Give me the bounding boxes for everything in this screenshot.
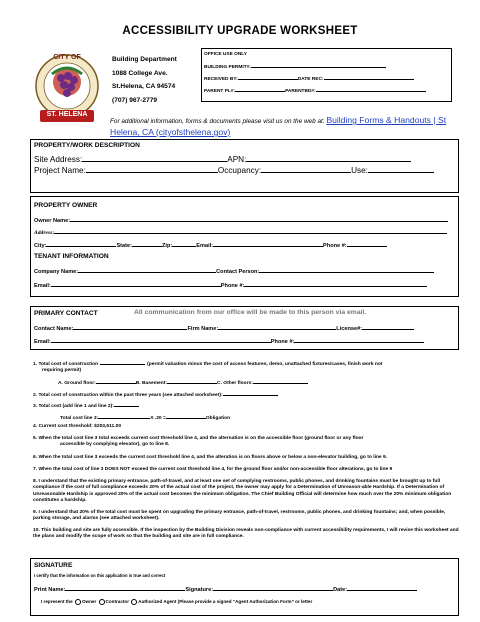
question-6: 6. When the total cost line 3 exceeds the current cost threshold line 4, and the alteration is on floors above or below a non-elevator building, go to line 9. (33, 455, 388, 460)
q2-label: 2. Total cost of construction within the past three years (see attached worksheet): (33, 393, 223, 398)
apn-label: APN: (227, 155, 247, 164)
tenant-email-field[interactable] (51, 281, 221, 287)
agent-checkbox[interactable] (131, 599, 137, 605)
primary-phone-label: Phone #: (270, 339, 295, 345)
received-by-label: RECEIVED BY: (204, 77, 238, 82)
department-name: Building Department (112, 56, 177, 63)
owner-email-label: Email: (196, 243, 214, 249)
seal-bottom-text: ST. HELENA (46, 111, 88, 118)
q2-field[interactable] (223, 390, 278, 396)
seal-top-text: CITY OF (53, 54, 81, 61)
primary-phone-field[interactable] (294, 337, 424, 343)
question-4: 4. Current cost threshold: $203,611.00 (33, 424, 122, 429)
building-permit-field[interactable] (251, 62, 386, 68)
owner-phone-label: Phone #: (323, 243, 347, 249)
owner-state-field[interactable] (132, 241, 162, 247)
date-rec-field[interactable] (324, 74, 414, 80)
contact-person-field[interactable] (259, 267, 434, 273)
print-name-field[interactable] (65, 585, 185, 591)
parent-bp-label: PARENTBD#: (285, 89, 316, 94)
parent-pl-label: PARENT PL#: (204, 89, 236, 94)
owner-zip-field[interactable] (172, 241, 196, 247)
primary-email-field[interactable] (51, 337, 271, 343)
q5-text: 5. When the total cost line 3 total exceeds current cost threshold line 4, and the alternation is on the accessible floor (ground floor or any floor (33, 436, 364, 441)
contact-name-label: Contact Name: (34, 326, 74, 332)
signature-section (30, 558, 459, 616)
question-5 (33, 436, 461, 449)
represent-row (41, 599, 312, 605)
q3-label: 3. Total cost (add line 1 and line 2): (33, 404, 114, 409)
q1-desc: (permit valuation minus the cost of access features, demo, unattached fixtures/cases, finish work not (147, 362, 383, 367)
q1-label: 1. Total cost of construction (33, 362, 99, 367)
contact-person-label: Contact Person: (216, 269, 260, 275)
firm-name-field[interactable] (218, 324, 336, 330)
property-section (30, 139, 459, 193)
owner-section (30, 196, 459, 297)
apn-field[interactable] (246, 156, 411, 162)
primary-contact-note: All communication from our office will be made to this person via email. (134, 309, 367, 316)
license-label: License#: (336, 326, 363, 332)
q5-text-cont: accessible by complying elevator), go to line 8. (60, 442, 170, 448)
building-permit-label: BUILDING PERMIT#: (204, 65, 251, 70)
q3-multiplier: X .20 = (150, 416, 166, 421)
department-city: St.Helena, CA 94574 (112, 83, 176, 90)
forms-link[interactable]: Building Forms & Handouts | St Helena, CA (cityofsthelena.gov) (110, 115, 447, 137)
info-text: For additional information, forms & documents please visit us on the web at: (110, 118, 325, 125)
owner-address-field[interactable] (54, 228, 447, 234)
question-2 (33, 390, 461, 399)
q3-total-field[interactable] (98, 413, 150, 419)
question-9: 9. I understand that 20% of the total cost must be spent on upgrading the primary entrance, path-of-travel, restrooms, public phones, and drinking fountains; and, when possible, parking storage, and alarms (see attached worksheet). (33, 510, 446, 522)
owner-state-label: State: (116, 243, 132, 249)
use-field[interactable] (368, 167, 434, 173)
question-8: 8. I understand that the existing primary entrance, path-of-travel, and at least one set of complying restrooms, public phones, and drinking fountains must be brought up to full compliance if the cost of full compliance exceeds 20% of the actual cost of the project, the owner may apply for a Determination of Unreason-able Hardship. If a Determination of Unreasonable Hardship is approved 20% of the actual cost becomes the minimum obligation. The Chief Building Official will determine how much over the 20% minimum obligation constitutes a hardship. (33, 479, 452, 504)
additional-info (110, 115, 460, 139)
signature-label: Signature: (185, 587, 214, 593)
tenant-header: TENANT INFORMATION (34, 253, 109, 260)
office-use-header: OFFICE USE ONLY (204, 52, 248, 57)
use-label: Use: (351, 166, 368, 175)
date-rec-label: DATE REC: (297, 77, 324, 82)
agent-option-label: Authorized Agent (Please provide a signed “Agent Authorization Form” or letter (138, 599, 313, 605)
office-use-box (201, 48, 452, 102)
signature-header: SIGNATURE (34, 562, 73, 569)
date-field[interactable] (347, 585, 417, 591)
tenant-phone-label: Phone #: (220, 283, 245, 289)
project-name-label: Project Name: (34, 166, 86, 175)
license-field[interactable] (362, 324, 414, 330)
ground-floor-label: A. Ground floor: (58, 381, 96, 386)
owner-zip-label: Zip: (161, 243, 173, 249)
q1-field[interactable] (100, 359, 145, 365)
tenant-email-label: Email: (34, 283, 51, 289)
certify-text: I certify that the information on this application is true and correct (34, 573, 166, 578)
primary-contact-section (30, 306, 459, 350)
other-floors-label: C. Other floors: (217, 381, 253, 386)
q3-field[interactable] (114, 401, 139, 407)
question-3-calc (60, 413, 480, 422)
owner-option-label: Owner (81, 599, 97, 605)
other-floors-field[interactable] (253, 378, 308, 384)
primary-contact-header: PRIMARY CONTACT (34, 310, 98, 317)
received-by-field[interactable] (238, 74, 298, 80)
represent-label: I represent the (41, 599, 73, 605)
contact-name-field[interactable] (73, 324, 187, 330)
parent-pl-field[interactable] (235, 86, 285, 92)
question-7: 7. When the total cost of line 3 DOES NOT exceed the current cost threshold line 4, for the ground floor and/or non-accessible floor alterations, go to line 9 (33, 467, 393, 472)
basement-label: B. Basement: (135, 381, 168, 386)
owner-name-label: Owner Name: (34, 218, 71, 224)
owner-header: PROPERTY OWNER (34, 202, 98, 209)
contractor-checkbox[interactable] (99, 599, 105, 605)
date-label: Date: (333, 587, 348, 593)
occupancy-field[interactable] (261, 167, 351, 173)
site-address-label: Site Address: (34, 155, 83, 164)
property-header: PROPERTY/WORK DESCRIPTION (34, 142, 140, 149)
owner-city-label: City: (34, 243, 47, 249)
page-title: ACCESSIBILITY UPGRADE WORKSHEET (122, 25, 358, 37)
owner-checkbox[interactable] (75, 599, 81, 605)
q1-desc-cont: requiring permit) (42, 368, 82, 374)
owner-city-field[interactable] (46, 241, 116, 247)
primary-email-label: Email: (34, 339, 51, 345)
owner-email-field[interactable] (213, 241, 323, 247)
question-3 (33, 401, 461, 410)
q3-total-label: Total cost line 3: (60, 416, 99, 421)
company-name-label: Company Name: (34, 269, 79, 275)
tenant-phone-field[interactable] (244, 281, 427, 287)
ground-floor-field[interactable] (96, 378, 136, 384)
question-1-breakdown (58, 378, 480, 387)
obligation-field[interactable] (166, 413, 206, 419)
owner-name-field[interactable] (70, 216, 448, 222)
department-info (112, 53, 177, 107)
site-address-field[interactable] (82, 156, 227, 162)
department-address: 1088 College Ave. (112, 69, 168, 77)
owner-phone-field[interactable] (347, 241, 387, 247)
company-name-field[interactable] (78, 267, 216, 273)
print-name-label: Print Name: (34, 587, 66, 593)
obligation-label: Obligation (205, 416, 231, 421)
owner-address-label: Address: (34, 230, 55, 236)
contractor-option-label: Contractor (105, 599, 129, 605)
city-seal-logo (32, 44, 102, 130)
parent-bp-field[interactable] (316, 86, 426, 92)
project-name-field[interactable] (86, 167, 218, 173)
basement-field[interactable] (167, 378, 217, 384)
occupancy-label: Occupancy: (217, 166, 262, 175)
question-10: 10. This building and site are fully accessible. If the inspection by the Building Division reveals non-compliance with current accessibility requirements, I will revise this worksheet and the plans and modify the scope of work so that the building and site are in full compliance. (33, 528, 459, 540)
firm-name-label: Firm Name: (187, 326, 219, 332)
signature-field[interactable] (213, 585, 333, 591)
question-1 (33, 359, 461, 375)
department-phone: (707) 967-2779 (112, 96, 158, 104)
